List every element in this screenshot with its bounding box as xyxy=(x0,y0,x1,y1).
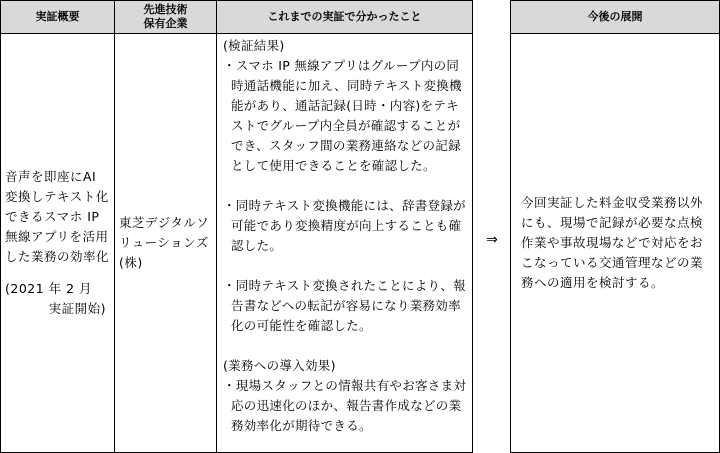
effect-item: ・現場スタッフとの情報共有やお客さま対応の迅速化のほか、報告書作成などの業務効率化が期待できる。 xyxy=(223,378,467,433)
next-text: 今回実証した料金収受業務以外にも、現場で記録が必要な点検作業や事故現場などで対応をおこなっている交通管理などの業務への適用を検討する。 xyxy=(521,195,704,290)
right-arrow-icon: ⇒ xyxy=(486,232,498,248)
header-company xyxy=(115,1,217,34)
header-row xyxy=(1,1,473,34)
header-findings: これまでの実証で分かったこと xyxy=(217,1,473,34)
next-body-row xyxy=(511,34,720,453)
results-heading: (検証結果) xyxy=(223,38,285,53)
next-header-row xyxy=(511,1,720,34)
period-line2: 実証開始) xyxy=(48,301,106,316)
period-line1: (2021 年 2 月 xyxy=(5,281,93,296)
next-steps-table xyxy=(510,0,720,453)
header-company-line1: 先進技術 xyxy=(143,3,188,16)
findings-cell xyxy=(217,34,473,453)
summary-cell xyxy=(1,34,115,453)
company-cell xyxy=(115,34,217,453)
result-item: ・同時テキスト変換されたことにより、報告書などへの転記が容易になり業務効率化の可能性を確認した。 xyxy=(223,278,466,333)
summary-text: 音声を即座にAI 変換しテキスト化できるスマホ IP 無線アプリを活用した業務の効率化 xyxy=(5,169,110,264)
result-item: ・同時テキスト変換機能には、辞書登録が可能であり変換精度が向上することも確認した。 xyxy=(223,198,466,253)
next-cell xyxy=(511,34,720,453)
result-item: ・スマホ IP 無線アプリはグループ内の同時通話機能に加え、同時テキスト変換機能があり、通話記録(日時・内容)をテキストでグループ内全員が確認することができ、スタッフ間の業務連絡などの記録として使用できることを確認した。 xyxy=(223,58,462,173)
company-name: 東芝デジタルソリューションズ(株) xyxy=(119,215,210,270)
body-row xyxy=(1,34,473,453)
effects-heading: (業務への導入効果) xyxy=(223,358,336,373)
header-next: 今後の展開 xyxy=(511,1,720,34)
header-company-line2: 保有企業 xyxy=(143,17,188,30)
header-summary: 実証概要 xyxy=(1,1,115,34)
